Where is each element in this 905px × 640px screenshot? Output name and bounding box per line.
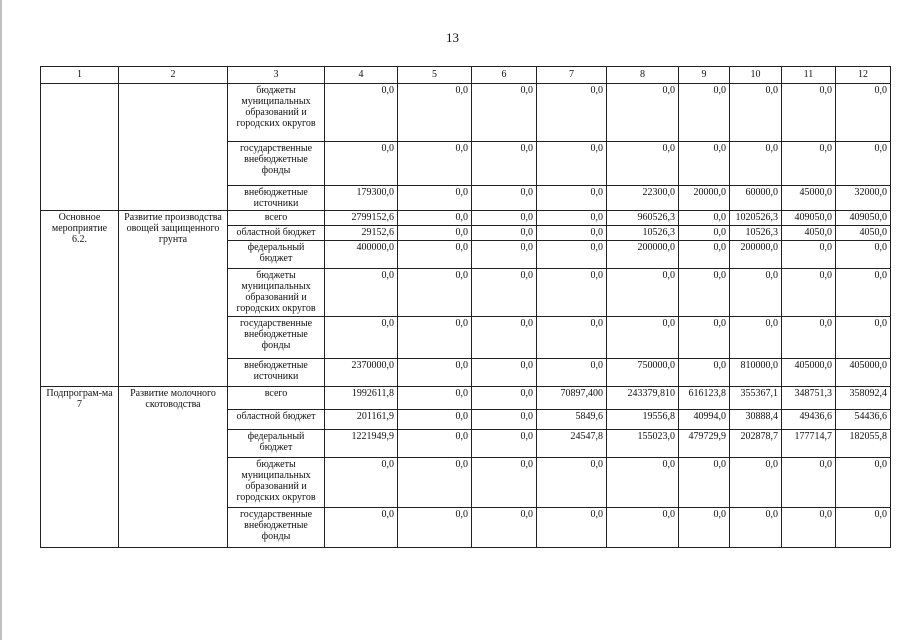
value-cell-col-10: 355367,1 xyxy=(730,387,782,410)
value-cell-col-9: 40994,0 xyxy=(679,410,730,430)
value-cell-col-12: 0,0 xyxy=(836,269,891,317)
column-header-6: 6 xyxy=(472,67,537,84)
value-cell-col-11: 409050,0 xyxy=(782,211,836,226)
funding-source-cell: государственные внебюджетные фонды xyxy=(228,317,325,359)
column-header-11: 11 xyxy=(782,67,836,84)
value-cell-col-7: 0,0 xyxy=(537,269,607,317)
value-cell-col-6: 0,0 xyxy=(472,317,537,359)
value-cell-col-12: 0,0 xyxy=(836,317,891,359)
table-body xyxy=(41,67,891,548)
value-cell-col-4: 0,0 xyxy=(325,317,398,359)
column-header-12: 12 xyxy=(836,67,891,84)
value-cell-col-11: 45000,0 xyxy=(782,186,836,211)
column-header-2: 2 xyxy=(119,67,228,84)
value-cell-col-9: 0,0 xyxy=(679,241,730,269)
program-name-cell: Развитие молочного скотоводства xyxy=(119,387,228,548)
value-cell-col-10: 1020526,3 xyxy=(730,211,782,226)
value-cell-col-7: 0,0 xyxy=(537,142,607,186)
value-cell-col-11: 0,0 xyxy=(782,269,836,317)
value-cell-col-11: 4050,0 xyxy=(782,226,836,241)
value-cell-col-11: 0,0 xyxy=(782,317,836,359)
value-cell-col-6: 0,0 xyxy=(472,226,537,241)
value-cell-col-12: 0,0 xyxy=(836,508,891,548)
value-cell-col-6: 0,0 xyxy=(472,508,537,548)
funding-source-cell: государственные внебюджетные фонды xyxy=(228,508,325,548)
table-row xyxy=(41,211,891,226)
value-cell-col-7: 0,0 xyxy=(537,458,607,508)
value-cell-col-12: 409050,0 xyxy=(836,211,891,226)
program-name-cell xyxy=(119,84,228,211)
value-cell-col-4: 29152,6 xyxy=(325,226,398,241)
value-cell-col-8: 750000,0 xyxy=(607,359,679,387)
funding-source-cell: бюджеты муниципальных образований и городских округов xyxy=(228,458,325,508)
funding-source-cell: государственные внебюджетные фонды xyxy=(228,142,325,186)
value-cell-col-10: 30888,4 xyxy=(730,410,782,430)
funding-source-cell: федеральный бюджет xyxy=(228,241,325,269)
value-cell-col-5: 0,0 xyxy=(398,211,472,226)
value-cell-col-9: 479729,9 xyxy=(679,430,730,458)
page-edge xyxy=(0,0,2,640)
value-cell-col-6: 0,0 xyxy=(472,430,537,458)
funding-source-cell: областной бюджет xyxy=(228,226,325,241)
value-cell-col-11: 177714,7 xyxy=(782,430,836,458)
value-cell-col-5: 0,0 xyxy=(398,241,472,269)
value-cell-col-9: 0,0 xyxy=(679,458,730,508)
value-cell-col-8: 0,0 xyxy=(607,508,679,548)
value-cell-col-12: 4050,0 xyxy=(836,226,891,241)
value-cell-col-12: 0,0 xyxy=(836,142,891,186)
funding-table xyxy=(40,66,891,548)
value-cell-col-9: 0,0 xyxy=(679,317,730,359)
value-cell-col-10: 200000,0 xyxy=(730,241,782,269)
value-cell-col-7: 24547,8 xyxy=(537,430,607,458)
value-cell-col-5: 0,0 xyxy=(398,317,472,359)
funding-source-cell: внебюджетные источники xyxy=(228,359,325,387)
value-cell-col-11: 348751,3 xyxy=(782,387,836,410)
value-cell-col-12: 0,0 xyxy=(836,458,891,508)
value-cell-col-4: 2799152,6 xyxy=(325,211,398,226)
value-cell-col-12: 405000,0 xyxy=(836,359,891,387)
column-header-7: 7 xyxy=(537,67,607,84)
program-code-cell: Подпрограм-ма 7 xyxy=(41,387,119,548)
value-cell-col-5: 0,0 xyxy=(398,226,472,241)
value-cell-col-7: 0,0 xyxy=(537,186,607,211)
value-cell-col-5: 0,0 xyxy=(398,430,472,458)
value-cell-col-11: 49436,6 xyxy=(782,410,836,430)
value-cell-col-8: 19556,8 xyxy=(607,410,679,430)
value-cell-col-9: 0,0 xyxy=(679,142,730,186)
value-cell-col-6: 0,0 xyxy=(472,359,537,387)
value-cell-col-8: 0,0 xyxy=(607,269,679,317)
program-code-cell xyxy=(41,84,119,211)
page-number: 13 xyxy=(446,30,459,45)
value-cell-col-9: 0,0 xyxy=(679,508,730,548)
value-cell-col-4: 0,0 xyxy=(325,142,398,186)
funding-source-cell: всего xyxy=(228,387,325,410)
value-cell-col-7: 5849,6 xyxy=(537,410,607,430)
value-cell-col-4: 201161,9 xyxy=(325,410,398,430)
column-header-10: 10 xyxy=(730,67,782,84)
value-cell-col-9: 0,0 xyxy=(679,84,730,142)
value-cell-col-9: 20000,0 xyxy=(679,186,730,211)
value-cell-col-6: 0,0 xyxy=(472,387,537,410)
value-cell-col-10: 810000,0 xyxy=(730,359,782,387)
value-cell-col-4: 0,0 xyxy=(325,269,398,317)
value-cell-col-5: 0,0 xyxy=(398,269,472,317)
value-cell-col-6: 0,0 xyxy=(472,410,537,430)
value-cell-col-5: 0,0 xyxy=(398,359,472,387)
value-cell-col-5: 0,0 xyxy=(398,458,472,508)
value-cell-col-8: 0,0 xyxy=(607,317,679,359)
value-cell-col-8: 960526,3 xyxy=(607,211,679,226)
value-cell-col-8: 22300,0 xyxy=(607,186,679,211)
value-cell-col-7: 0,0 xyxy=(537,226,607,241)
value-cell-col-12: 32000,0 xyxy=(836,186,891,211)
value-cell-col-11: 0,0 xyxy=(782,142,836,186)
value-cell-col-12: 54436,6 xyxy=(836,410,891,430)
funding-source-cell: всего xyxy=(228,211,325,226)
value-cell-col-10: 0,0 xyxy=(730,458,782,508)
value-cell-col-5: 0,0 xyxy=(398,387,472,410)
table-row xyxy=(41,387,891,410)
table-row xyxy=(41,84,891,142)
value-cell-col-8: 200000,0 xyxy=(607,241,679,269)
funding-source-cell: бюджеты муниципальных образований и городских округов xyxy=(228,84,325,142)
value-cell-col-4: 2370000,0 xyxy=(325,359,398,387)
value-cell-col-12: 182055,8 xyxy=(836,430,891,458)
value-cell-col-9: 0,0 xyxy=(679,211,730,226)
value-cell-col-10: 0,0 xyxy=(730,508,782,548)
value-cell-col-6: 0,0 xyxy=(472,211,537,226)
value-cell-col-11: 0,0 xyxy=(782,458,836,508)
value-cell-col-6: 0,0 xyxy=(472,142,537,186)
value-cell-col-6: 0,0 xyxy=(472,186,537,211)
value-cell-col-11: 0,0 xyxy=(782,241,836,269)
value-cell-col-5: 0,0 xyxy=(398,142,472,186)
column-header-9: 9 xyxy=(679,67,730,84)
value-cell-col-7: 0,0 xyxy=(537,317,607,359)
value-cell-col-10: 202878,7 xyxy=(730,430,782,458)
value-cell-col-4: 1992611,8 xyxy=(325,387,398,410)
value-cell-col-10: 0,0 xyxy=(730,142,782,186)
value-cell-col-7: 0,0 xyxy=(537,508,607,548)
value-cell-col-4: 0,0 xyxy=(325,508,398,548)
value-cell-col-8: 0,0 xyxy=(607,142,679,186)
value-cell-col-5: 0,0 xyxy=(398,84,472,142)
funding-source-cell: областной бюджет xyxy=(228,410,325,430)
value-cell-col-5: 0,0 xyxy=(398,508,472,548)
value-cell-col-6: 0,0 xyxy=(472,241,537,269)
value-cell-col-12: 0,0 xyxy=(836,241,891,269)
value-cell-col-7: 0,0 xyxy=(537,211,607,226)
value-cell-col-10: 0,0 xyxy=(730,269,782,317)
value-cell-col-5: 0,0 xyxy=(398,186,472,211)
value-cell-col-4: 400000,0 xyxy=(325,241,398,269)
value-cell-col-10: 0,0 xyxy=(730,317,782,359)
value-cell-col-6: 0,0 xyxy=(472,269,537,317)
value-cell-col-10: 0,0 xyxy=(730,84,782,142)
value-cell-col-5: 0,0 xyxy=(398,410,472,430)
value-cell-col-4: 0,0 xyxy=(325,84,398,142)
value-cell-col-4: 179300,0 xyxy=(325,186,398,211)
value-cell-col-7: 0,0 xyxy=(537,359,607,387)
column-header-5: 5 xyxy=(398,67,472,84)
value-cell-col-11: 0,0 xyxy=(782,84,836,142)
value-cell-col-10: 10526,3 xyxy=(730,226,782,241)
value-cell-col-7: 70897,400 xyxy=(537,387,607,410)
column-header-8: 8 xyxy=(607,67,679,84)
value-cell-col-7: 0,0 xyxy=(537,84,607,142)
value-cell-col-11: 405000,0 xyxy=(782,359,836,387)
value-cell-col-8: 155023,0 xyxy=(607,430,679,458)
value-cell-col-12: 0,0 xyxy=(836,84,891,142)
funding-source-cell: бюджеты муниципальных образований и городских округов xyxy=(228,269,325,317)
funding-source-cell: федеральный бюджет xyxy=(228,430,325,458)
value-cell-col-9: 0,0 xyxy=(679,269,730,317)
value-cell-col-9: 0,0 xyxy=(679,359,730,387)
value-cell-col-7: 0,0 xyxy=(537,241,607,269)
program-code-cell: Основное мероприятие 6.2. xyxy=(41,211,119,387)
column-header-4: 4 xyxy=(325,67,398,84)
value-cell-col-8: 0,0 xyxy=(607,84,679,142)
value-cell-col-6: 0,0 xyxy=(472,84,537,142)
funding-source-cell: внебюджетные источники xyxy=(228,186,325,211)
value-cell-col-4: 1221949,9 xyxy=(325,430,398,458)
value-cell-col-4: 0,0 xyxy=(325,458,398,508)
value-cell-col-8: 243379,810 xyxy=(607,387,679,410)
value-cell-col-8: 0,0 xyxy=(607,458,679,508)
value-cell-col-10: 60000,0 xyxy=(730,186,782,211)
header-row xyxy=(41,67,891,84)
column-header-3: 3 xyxy=(228,67,325,84)
value-cell-col-6: 0,0 xyxy=(472,458,537,508)
value-cell-col-12: 358092,4 xyxy=(836,387,891,410)
value-cell-col-9: 616123,8 xyxy=(679,387,730,410)
value-cell-col-9: 0,0 xyxy=(679,226,730,241)
value-cell-col-8: 10526,3 xyxy=(607,226,679,241)
value-cell-col-11: 0,0 xyxy=(782,508,836,548)
column-header-1: 1 xyxy=(41,67,119,84)
program-name-cell: Развитие производства овощей защищенного грунта xyxy=(119,211,228,387)
